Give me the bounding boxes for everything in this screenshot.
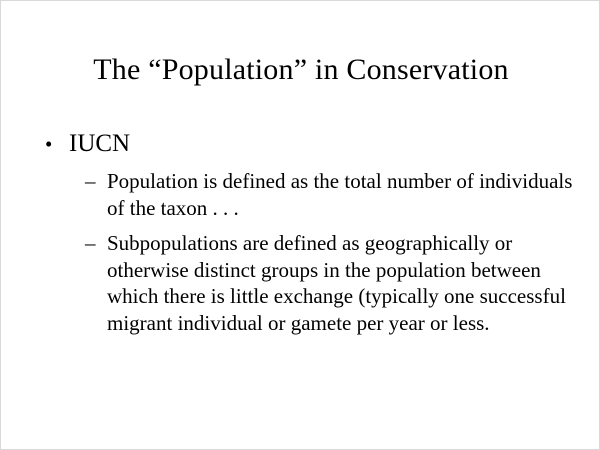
sub-bullet-list: [85, 168, 579, 336]
bullet-label: IUCN: [69, 130, 131, 157]
slide-body: [39, 129, 579, 336]
dash-icon: –: [85, 169, 96, 193]
bullet-dot-icon: •: [45, 132, 53, 156]
page-title: The “Population” in Conservation: [93, 53, 509, 86]
list-item-label: Subpopulations are defined as geographically or otherwise distinct groups in the population between which there is little exchange (typically one successful migrant individual or gamete per year or less.: [107, 231, 566, 335]
dash-icon: –: [85, 231, 96, 255]
list-item-label: Population is defined as the total number of individuals of the taxon . . .: [107, 169, 573, 220]
bullet-item-level1: [39, 129, 579, 159]
list-item: [85, 230, 579, 336]
list-item: [85, 168, 579, 221]
